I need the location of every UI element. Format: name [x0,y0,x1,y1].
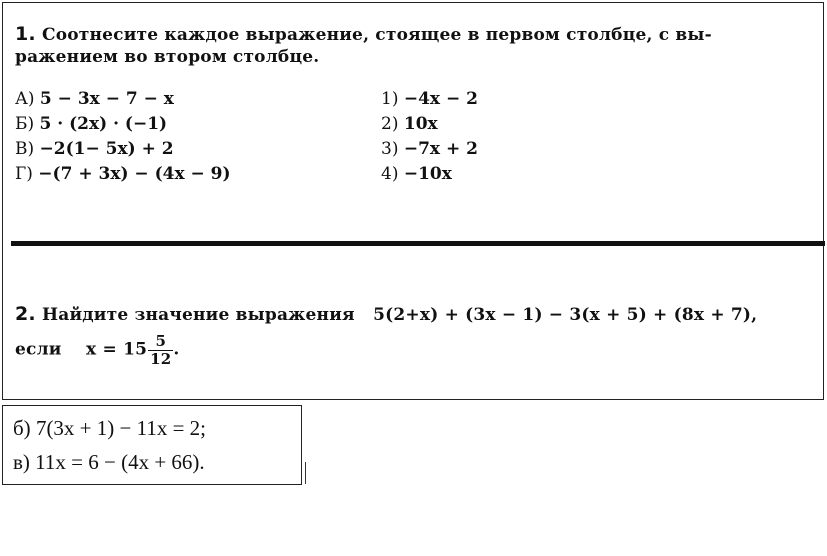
right-item-label: 1) [381,89,399,109]
equation-v [13,450,205,475]
right-item-1 [381,89,478,109]
left-item-expr: −2(1− 5x) + 2 [39,139,174,159]
left-item-g [15,164,231,184]
left-item-b [15,114,167,134]
right-item-expr: −7x + 2 [403,139,478,159]
divider-rule [11,241,825,246]
task1-heading-line2: ражением во втором столбце. [15,47,320,67]
left-item-label: Г) [15,164,33,184]
task2-condition-prefix: если [15,339,62,360]
task2-line2 [15,333,180,367]
equations-box [2,405,302,485]
left-item-expr: −(7 + 3x) − (4x − 9) [38,164,231,184]
right-item-expr: −4x − 2 [403,89,478,109]
left-item-label: В) [15,139,35,159]
left-item-expr: 5 · (2x) · (−1) [39,114,168,134]
right-item-2 [381,114,438,134]
equation-expr: 11x = 6 − (4x + 66). [35,450,205,474]
task2-var: x = 15 [86,339,148,360]
right-item-4 [381,164,452,184]
right-item-label: 4) [381,164,399,184]
left-item-label: А) [15,89,35,109]
fraction-numerator: 5 [148,333,173,351]
right-item-label: 2) [381,114,399,134]
task-box [2,2,824,400]
left-item-label: Б) [15,114,35,134]
task2-text: Найдите значение выражения [41,305,355,325]
equation-label: в) [13,450,30,474]
right-item-label: 3) [381,139,399,159]
equation-b [13,416,206,441]
task2-expression: 5(2+x) + (3x − 1) − 3(x + 5) + (8x + 7), [373,305,758,325]
left-item-a [15,89,174,109]
fraction-denominator: 12 [150,349,172,368]
right-item-expr: 10x [403,114,438,134]
task2-line1 [15,303,757,325]
task1-number: 1. [15,23,36,45]
task2-suffix: . [173,339,180,360]
task2-number: 2. [15,303,36,325]
task1-heading-line1 [15,23,712,45]
left-item-expr: 5 − 3x − 7 − x [39,89,174,109]
right-item-3 [381,139,478,159]
equation-expr: 7(3x + 1) − 11x = 2; [35,416,207,440]
task1-text-line1: Соотнесите каждое выражение, стоящее в первом столбце, с вы- [41,25,712,45]
equation-label: б) [13,416,31,440]
task2-fraction [148,333,173,367]
text-cursor [305,462,306,484]
left-item-v [15,139,174,159]
right-item-expr: −10x [403,164,452,184]
